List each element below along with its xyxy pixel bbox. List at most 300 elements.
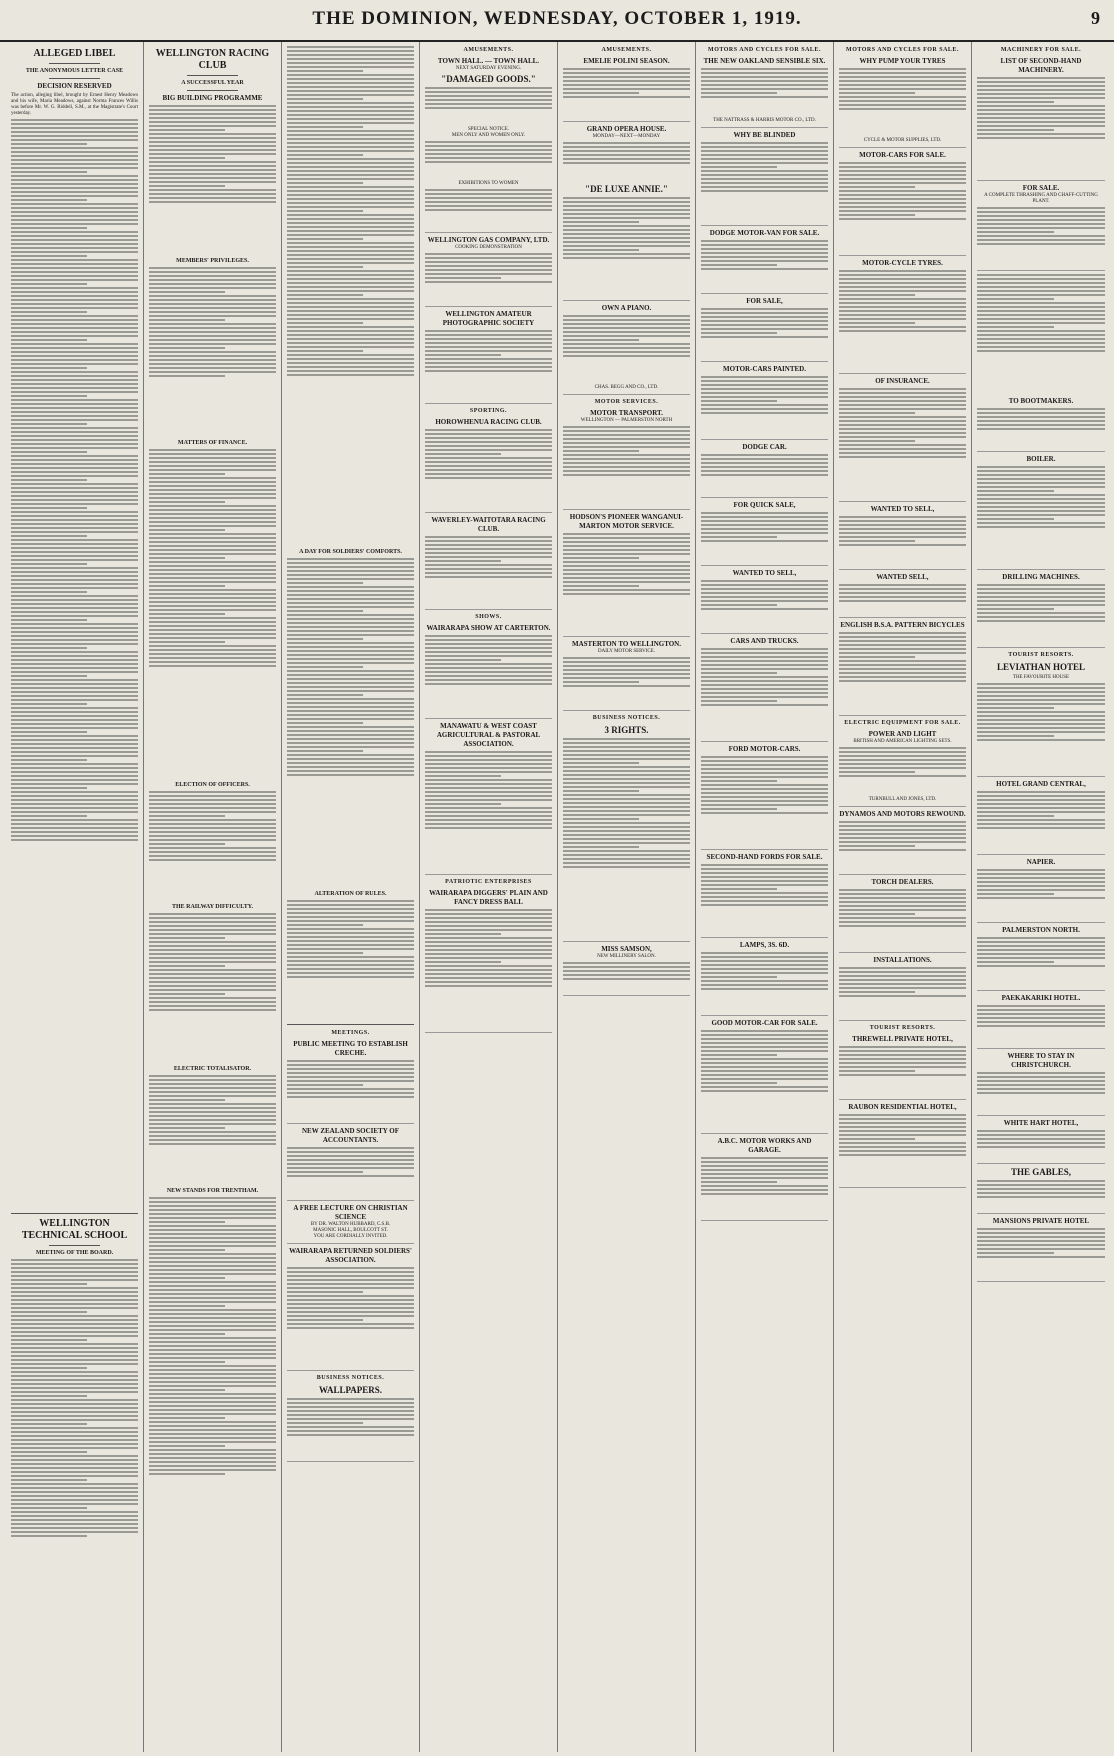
print-texture-line (287, 940, 414, 942)
print-texture-line (425, 477, 552, 479)
print-texture-line (287, 250, 414, 252)
print-texture-line (287, 698, 414, 700)
print-texture-line (287, 714, 414, 716)
print-texture-line (149, 449, 276, 451)
print-texture-line (977, 113, 1105, 115)
print-texture-line (839, 286, 966, 288)
print-texture-line (977, 334, 1105, 336)
print-texture-line (11, 159, 138, 161)
print-texture-line (839, 1150, 966, 1152)
print-texture-line (425, 969, 552, 971)
print-texture-line (11, 815, 87, 817)
print-texture-line (149, 827, 276, 829)
print-texture-line (11, 447, 138, 449)
print-texture-line (977, 1088, 1105, 1090)
print-texture-line (701, 1038, 828, 1040)
print-texture-line (839, 971, 966, 973)
print-texture-line (149, 1349, 276, 1351)
print-texture-line (11, 1315, 138, 1317)
print-texture-line (149, 335, 276, 337)
print-texture-line (149, 1309, 276, 1311)
print-texture-line (977, 223, 1105, 225)
ad-wallpapers (287, 1385, 414, 1462)
print-texture-line (11, 631, 138, 633)
print-texture-line (11, 1435, 138, 1437)
print-texture-line (149, 645, 276, 647)
subhead-electric-totalisator: ELECTRIC TOTALISATOR. (173, 1066, 252, 1072)
print-texture-line (11, 1487, 138, 1489)
print-texture-line (11, 683, 138, 685)
print-texture-line (425, 957, 552, 959)
ad-heading: NEW ZEALAND SOCIETY OF ACCOUNTANTS. (301, 1127, 400, 1144)
print-texture-line (287, 146, 414, 148)
print-texture-line (149, 1095, 276, 1097)
print-texture-line (11, 599, 138, 601)
print-texture-line (563, 858, 690, 860)
ad-heading: SECOND-HAND FORDS FOR SALE. (706, 853, 823, 861)
print-texture-line (11, 1499, 138, 1501)
print-texture-line (425, 655, 552, 657)
print-texture-line (287, 904, 414, 906)
print-texture-line (11, 283, 87, 285)
print-texture-line (11, 687, 138, 689)
print-texture-line (425, 457, 552, 459)
print-texture-line (11, 215, 138, 217)
print-texture-line (839, 821, 966, 823)
print-texture-line (11, 1375, 138, 1377)
print-texture-line (287, 94, 414, 96)
print-texture-line (425, 277, 501, 279)
print-texture-line (701, 972, 828, 974)
print-texture-line (701, 756, 828, 758)
print-texture-line (11, 691, 138, 693)
print-texture-line (839, 302, 966, 304)
article-body-filler (149, 1197, 276, 1617)
print-texture-line (701, 166, 777, 168)
print-texture-line (11, 483, 138, 485)
print-texture-line (701, 182, 828, 184)
print-texture-line (977, 1240, 1105, 1242)
print-texture-line (11, 803, 138, 805)
print-texture-line (149, 1401, 276, 1403)
ad-bsa-bicycles (839, 621, 966, 716)
print-texture-line (287, 762, 414, 764)
print-texture-line (701, 668, 828, 670)
print-texture-line (149, 1261, 276, 1263)
print-texture-line (977, 227, 1105, 229)
print-texture-line (977, 121, 1105, 123)
print-texture-line (11, 247, 138, 249)
ad-wairarapa-show (425, 624, 552, 719)
headline-alleged-libel: ALLEGED LIBEL (33, 48, 116, 59)
print-texture-line (839, 214, 915, 216)
print-texture-line (149, 517, 276, 519)
print-texture-line (977, 466, 1105, 468)
print-texture-line (149, 597, 276, 599)
print-texture-line (287, 622, 414, 624)
print-texture-line (287, 54, 414, 56)
ad-heading: PAEKAKARIKI HOTEL. (1001, 994, 1081, 1002)
print-texture-line (425, 803, 501, 805)
print-texture-line (563, 565, 690, 567)
print-texture-line (11, 711, 138, 713)
print-texture-line (701, 178, 828, 180)
print-texture-line (563, 158, 690, 160)
subhead-successful-year: A SUCCESSFUL YEAR (181, 80, 244, 86)
print-texture-line (149, 287, 276, 289)
print-texture-line (287, 362, 414, 364)
print-texture-line (287, 1398, 414, 1400)
print-texture-line (563, 162, 690, 164)
print-texture-line (11, 391, 138, 393)
print-texture-line (287, 746, 414, 748)
print-texture-line (287, 1315, 414, 1317)
print-texture-line (563, 754, 690, 756)
print-texture-line (149, 521, 276, 523)
print-texture-line (287, 330, 414, 332)
print-texture-line (149, 279, 276, 281)
print-texture-line (425, 469, 552, 471)
print-texture-line (425, 961, 501, 963)
print-texture-line (149, 189, 276, 191)
print-texture-line (11, 555, 138, 557)
print-texture-line (701, 960, 828, 962)
print-texture-line (563, 76, 690, 78)
print-texture-line (701, 596, 828, 598)
print-texture-line (839, 656, 915, 658)
print-texture-line (149, 1301, 276, 1303)
print-texture-line (977, 945, 1105, 947)
print-texture-line (11, 211, 138, 213)
print-texture-line (287, 1171, 363, 1173)
print-texture-line (287, 1080, 414, 1082)
print-texture-line (11, 715, 138, 717)
print-texture-line (977, 719, 1105, 721)
print-texture-line (701, 1177, 828, 1179)
print-texture-line (977, 125, 1105, 127)
print-texture-line (701, 952, 828, 954)
print-texture-line (287, 900, 414, 902)
print-texture-line (977, 600, 1105, 602)
print-texture-line (977, 819, 1105, 821)
print-texture-line (149, 275, 276, 277)
print-texture-line (977, 941, 1105, 943)
print-texture-line (563, 343, 690, 345)
print-texture-line (701, 888, 777, 890)
print-texture-line (839, 282, 966, 284)
print-texture-line (563, 818, 639, 820)
print-texture-line (11, 423, 87, 425)
print-texture-line (839, 849, 966, 851)
print-texture-line (701, 380, 828, 382)
print-texture-line (149, 1453, 276, 1455)
print-texture-line (563, 589, 690, 591)
print-texture-line (11, 639, 138, 641)
print-texture-line (839, 652, 966, 654)
print-texture-line (149, 501, 225, 503)
print-texture-line (287, 254, 414, 256)
print-texture-line (149, 513, 276, 515)
print-texture-line (149, 1353, 276, 1355)
ad-heading: 3 RIGHTS. (604, 725, 649, 735)
print-texture-line (287, 202, 414, 204)
print-texture-line (839, 412, 915, 414)
print-texture-line (563, 430, 690, 432)
print-texture-line (149, 303, 276, 305)
print-texture-line (149, 347, 225, 349)
ad-mansions-hotel (977, 1217, 1105, 1282)
print-texture-line (563, 355, 690, 357)
print-texture-line (287, 766, 414, 768)
ad-wanted-to-sell (839, 505, 966, 570)
print-texture-line (149, 351, 276, 353)
print-texture-line (287, 932, 414, 934)
ad-heading: INSTALLATIONS. (873, 956, 932, 964)
print-texture-line (287, 322, 363, 324)
print-texture-line (701, 88, 828, 90)
print-texture-line (287, 730, 414, 732)
print-texture-line (149, 1221, 225, 1223)
print-texture-line (701, 264, 777, 266)
ad-heading: WAVERLEY-WAITOTARA RACING CLUB. (431, 516, 546, 533)
section-meeting-board: MEETING OF THE BOARD. (35, 1250, 114, 1256)
print-texture-line (977, 314, 1105, 316)
print-texture-line (839, 432, 966, 434)
ad-special-notice: SPECIAL NOTICE. (468, 127, 509, 132)
print-texture-line (11, 559, 138, 561)
section-amusements: AMUSEMENTS. (463, 47, 514, 53)
print-texture-line (149, 129, 225, 131)
print-texture-line (977, 683, 1105, 685)
print-texture-line (701, 1165, 828, 1167)
ad-installations (839, 956, 966, 1021)
print-texture-line (977, 881, 1105, 883)
print-texture-line (563, 770, 690, 772)
print-texture-line (839, 326, 966, 328)
print-texture-line (149, 1281, 276, 1283)
print-texture-line (287, 298, 414, 300)
print-texture-line (11, 563, 87, 565)
print-texture-line (839, 436, 966, 438)
print-texture-line (839, 392, 966, 394)
print-texture-line (563, 229, 690, 231)
ad-heading: HOROWHENUA RACING CLUB. (435, 418, 542, 426)
print-texture-line (701, 154, 828, 156)
print-texture-line (149, 1111, 276, 1113)
print-texture-line (11, 587, 138, 589)
print-texture-line (563, 450, 639, 452)
ad-heading: WANTED TO SELL, (870, 505, 935, 513)
print-texture-line (839, 416, 966, 418)
ad-heading: PALMERSTON NORTH. (1002, 926, 1080, 934)
print-texture-line (425, 141, 552, 143)
print-texture-line (11, 1291, 138, 1293)
print-texture-line (287, 342, 414, 344)
print-texture-line (149, 855, 276, 857)
print-texture-line (701, 704, 828, 706)
article-body-filler (287, 46, 414, 546)
print-texture-line (11, 355, 138, 357)
print-texture-line (11, 1447, 138, 1449)
print-texture-line (425, 659, 501, 661)
print-texture-line (149, 1127, 225, 1129)
print-texture-line (977, 85, 1105, 87)
print-texture-line (149, 319, 225, 321)
print-texture-line (287, 106, 414, 108)
print-texture-line (563, 339, 639, 341)
print-texture-line (11, 603, 138, 605)
print-texture-line (11, 267, 138, 269)
article-body-filler (149, 105, 276, 255)
print-texture-line (839, 524, 966, 526)
print-texture-line (563, 142, 690, 144)
print-texture-line (839, 893, 966, 895)
print-texture-line (149, 545, 276, 547)
print-texture-line (977, 494, 1105, 496)
print-texture-line (977, 687, 1105, 689)
print-texture-line (149, 1139, 276, 1141)
print-texture-line (839, 845, 915, 847)
print-texture-line (425, 909, 552, 911)
print-texture-line (287, 70, 363, 72)
print-texture-line (149, 1413, 276, 1415)
print-texture-line (11, 323, 138, 325)
print-texture-line (563, 822, 690, 824)
print-texture-line (563, 68, 690, 70)
print-texture-line (977, 1146, 1105, 1148)
print-texture-line (149, 1417, 225, 1419)
print-texture-line (839, 751, 966, 753)
print-texture-line (287, 1076, 414, 1078)
print-texture-line (701, 388, 828, 390)
print-texture-line (149, 185, 225, 187)
print-texture-line (287, 1155, 414, 1157)
print-texture-line (11, 495, 138, 497)
print-texture-line (149, 1473, 225, 1475)
print-texture-line (701, 788, 828, 790)
ad-wanted-to-sell (701, 569, 828, 634)
print-texture-line (11, 187, 138, 189)
print-texture-line (11, 171, 87, 173)
print-texture-line (287, 310, 414, 312)
ad-threwell-hotel (839, 1035, 966, 1100)
print-texture-line (11, 435, 138, 437)
print-texture-line (287, 158, 414, 160)
print-texture-line (563, 213, 690, 215)
print-texture-line (839, 306, 966, 308)
print-texture-line (11, 579, 138, 581)
print-texture-line (287, 178, 414, 180)
print-texture-line (839, 991, 915, 993)
print-texture-line (425, 99, 552, 101)
print-texture-line (839, 672, 966, 674)
print-texture-line (977, 965, 1105, 967)
print-texture-line (563, 438, 690, 440)
print-texture-line (11, 207, 138, 209)
ad-quick-sale (701, 501, 828, 566)
ad-heading: MOTOR TRANSPORT. (590, 409, 663, 417)
ad-heading: WANTED TO SELL, (732, 569, 797, 577)
print-texture-line (977, 1013, 1105, 1015)
ad-line: DAILY MOTOR SERVICE. (597, 649, 656, 654)
print-texture-line (11, 667, 138, 669)
print-texture-line (701, 72, 828, 74)
print-texture-line (149, 985, 276, 987)
print-texture-line (11, 239, 138, 241)
print-texture-line (149, 1123, 276, 1125)
print-texture-line (11, 663, 138, 665)
print-texture-line (287, 130, 414, 132)
print-texture-line (287, 1299, 414, 1301)
print-texture-line (977, 474, 1105, 476)
print-texture-line (149, 561, 276, 563)
print-texture-line (149, 843, 225, 845)
print-texture-line (563, 593, 690, 595)
print-texture-line (701, 584, 828, 586)
print-texture-line (839, 747, 966, 749)
print-texture-line (425, 791, 552, 793)
print-texture-line (149, 941, 276, 943)
print-texture-line (977, 588, 1105, 590)
print-texture-line (977, 1017, 1105, 1019)
print-texture-line (11, 503, 138, 505)
ad-heading: GRAND OPERA HOUSE. (586, 125, 667, 133)
print-texture-line (977, 290, 1105, 292)
print-texture-line (287, 290, 414, 292)
print-texture-line (287, 1418, 414, 1420)
print-texture-line (287, 294, 363, 296)
print-texture-line (563, 201, 690, 203)
print-texture-line (149, 157, 225, 159)
ad-heading: OF INSURANCE. (875, 377, 930, 385)
print-texture-line (287, 166, 414, 168)
print-texture-line (287, 150, 414, 152)
ad-second-hand-fords (701, 853, 828, 938)
print-texture-line (287, 210, 363, 212)
print-texture-line (839, 456, 966, 458)
print-texture-line (563, 974, 690, 976)
print-texture-line (701, 412, 828, 414)
print-texture-line (701, 592, 828, 594)
print-texture-line (11, 575, 138, 577)
print-texture-line (149, 1087, 276, 1089)
print-texture-line (11, 779, 138, 781)
print-texture-line (149, 795, 276, 797)
print-texture-line (149, 1377, 276, 1379)
print-texture-line (149, 327, 276, 329)
print-texture-line (11, 319, 138, 321)
print-texture-line (149, 929, 276, 931)
print-texture-line (149, 1201, 276, 1203)
print-texture-line (149, 299, 276, 301)
print-texture-line (149, 641, 225, 643)
print-texture-line (425, 540, 552, 542)
print-texture-line (11, 1275, 138, 1277)
column-2 (144, 42, 282, 1752)
print-texture-line (11, 695, 138, 697)
print-texture-line (287, 606, 414, 608)
print-texture-line (11, 623, 138, 625)
print-texture-line (287, 1283, 414, 1285)
print-texture-line (977, 424, 1105, 426)
print-texture-line (425, 362, 552, 364)
print-texture-line (701, 984, 828, 986)
print-texture-line (149, 1143, 276, 1145)
print-texture-line (11, 1399, 138, 1401)
ad-filler (977, 274, 1105, 394)
ad-line: A COMPLETE THRASHING AND CHAFF-CUTTING PLANT. (984, 193, 1098, 204)
print-texture-line (701, 1034, 828, 1036)
